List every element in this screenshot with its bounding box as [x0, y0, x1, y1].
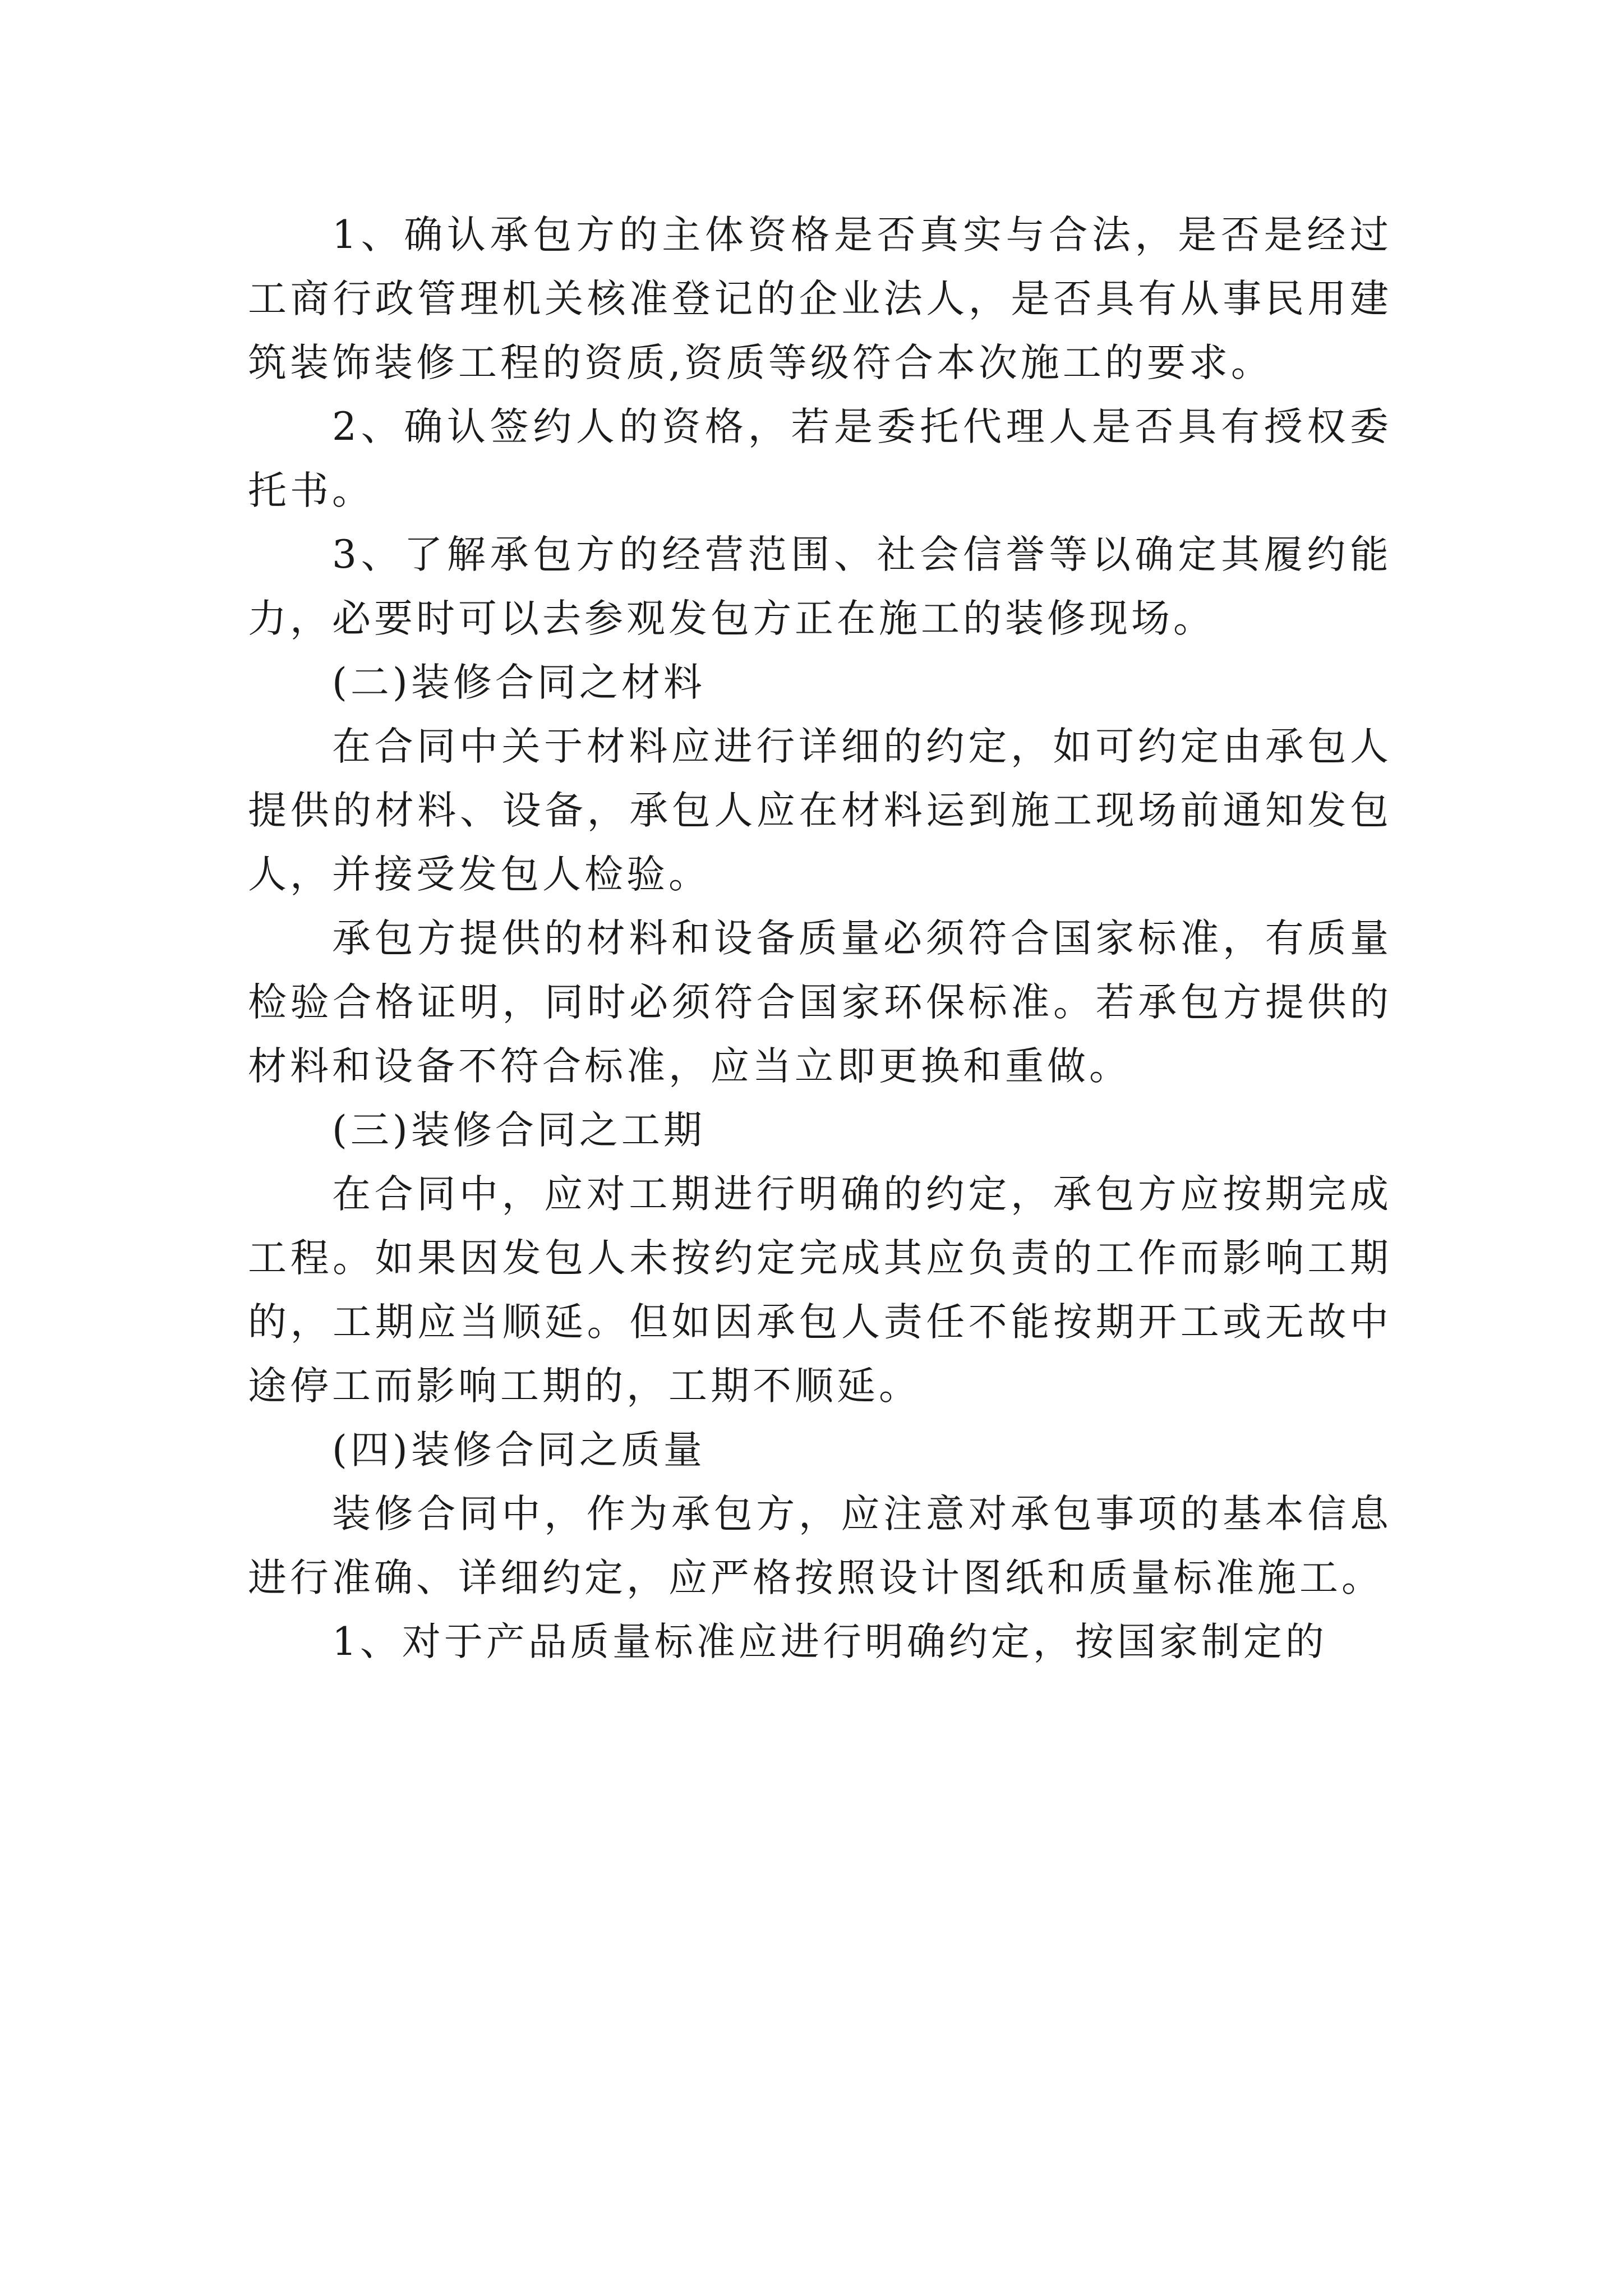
paragraph-schedule: 在合同中，应对工期进行明确的约定，承包方应按期完成工程。如果因发包人未按约定完成其应负责的工作而影响工期的，工期应当顺延。但如因承包人责任不能按期开工或无故中途停工而影响工期的，工期不顺延。 [248, 1172, 1392, 1409]
paragraph-1-qualification: 1、确认承包方的主体资格是否真实与合法，是否是经过工商行政管理机关核准登记的企业法人，是否具有从事民用建筑装饰装修工程的资质,资质等级符合本次施工的要求。 [248, 213, 1392, 385]
paragraph-quality-standard: 1、对于产品质量标准应进行明确约定，按国家制定的 [332, 1619, 1327, 1664]
section-heading-quality: (四)装修合同之质量 [332, 1428, 706, 1473]
paragraph-materials-agreement: 在合同中关于材料应进行详细的约定，如可约定由承包人提供的材料、设备，承包人应在材料运到施工现场前通知发包人，并接受发包人检验。 [248, 724, 1392, 897]
section-heading-materials: (二)装修合同之材料 [332, 660, 706, 705]
paragraph-materials-standard: 承包方提供的材料和设备质量必须符合国家标准，有质量检验合格证明，同时必须符合国家环保标准。若承包方提供的材料和设备不符合标准，应当立即更换和重做。 [248, 916, 1392, 1089]
paragraph-quality: 装修合同中，作为承包方，应注意对承包事项的基本信息进行准确、详细约定，应严格按照设计图纸和质量标准施工。 [248, 1492, 1392, 1600]
paragraph-2-signatory: 2、确认签约人的资格，若是委托代理人是否具有授权委托书。 [248, 404, 1392, 513]
document-body [248, 203, 1392, 1674]
paragraph-3-capability: 3、了解承包方的经营范围、社会信誉等以确定其履约能力，必要时可以去参观发包方正在施工的装修现场。 [248, 532, 1392, 641]
section-heading-schedule: (三)装修合同之工期 [332, 1108, 706, 1153]
